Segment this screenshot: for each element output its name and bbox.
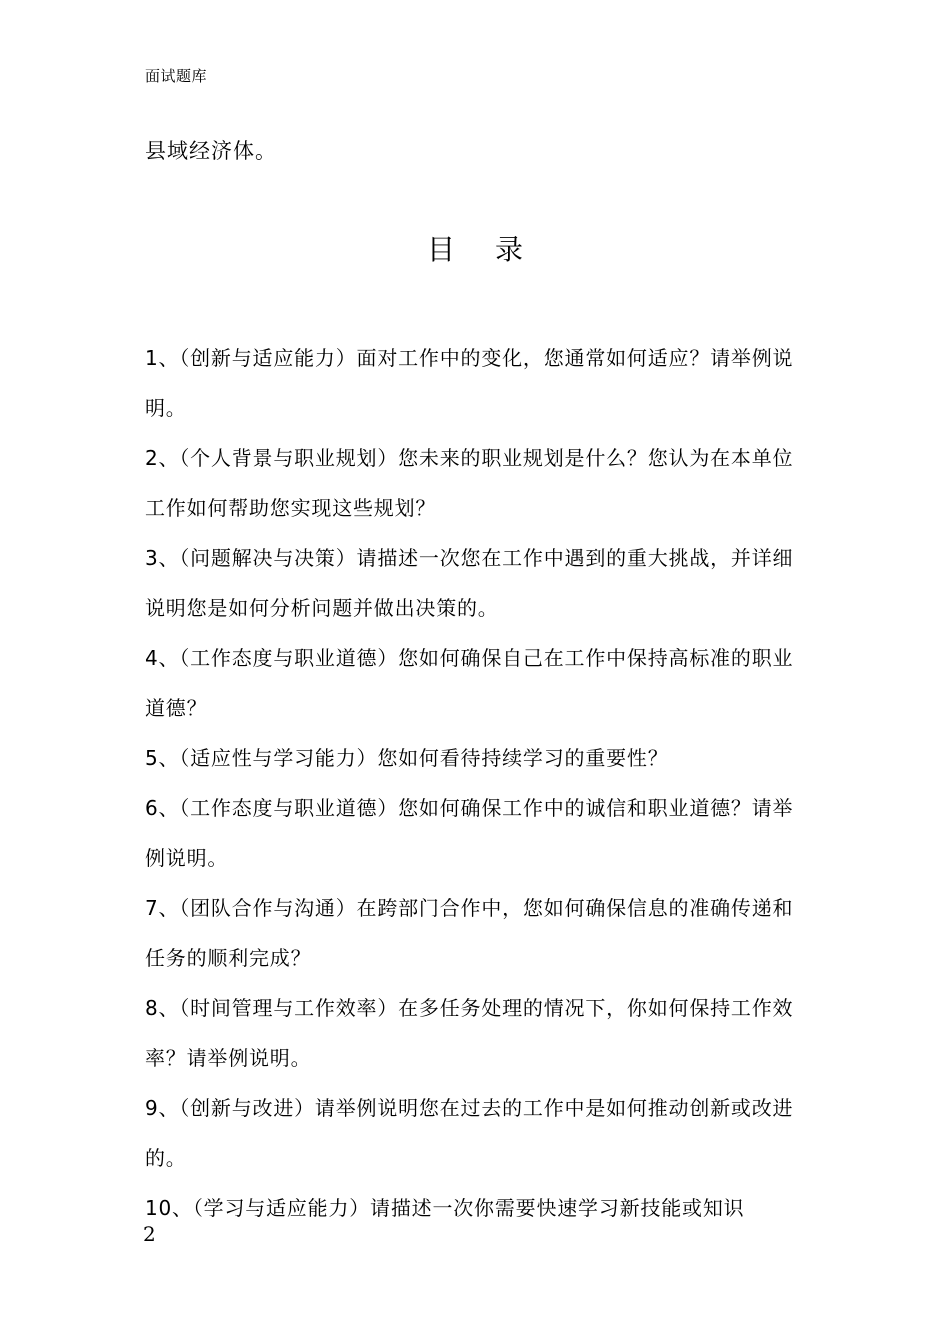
toc-item-2[interactable]: 2、（个人背景与职业规划）您未来的职业规划是什么？您认为在本单位工作如何帮助您实现这些规划？ [145, 446, 794, 520]
toc-item-10[interactable]: 10、（学习与适应能力）请描述一次你需要快速学习新技能或知识 [145, 1196, 745, 1220]
toc-item-9[interactable]: 9、（创新与改进）请举例说明您在过去的工作中是如何推动创新或改进的。 [145, 1096, 794, 1170]
toc-item-3[interactable]: 3、（问题解决与决策）请描述一次您在工作中遇到的重大挑战，并详细说明您是如何分析问题并做出决策的。 [145, 546, 794, 620]
toc-list [145, 333, 810, 1233]
toc-item-1[interactable]: 1、（创新与适应能力）面对工作中的变化，您通常如何适应？请举例说明。 [145, 346, 794, 420]
continuation-text: 县域经济体。 [145, 139, 277, 163]
page-number: 2 [143, 1222, 156, 1246]
toc-item-4[interactable]: 4、（工作态度与职业道德）您如何确保自己在工作中保持高标准的职业道德？ [145, 646, 794, 720]
toc-item-5[interactable]: 5、（适应性与学习能力）您如何看待持续学习的重要性？ [145, 746, 669, 770]
toc-item-6[interactable]: 6、（工作态度与职业道德）您如何确保工作中的诚信和职业道德？请举例说明。 [145, 796, 794, 870]
toc-item-7[interactable]: 7、（团队合作与沟通）在跨部门合作中，您如何确保信息的准确传递和任务的顺利完成？ [145, 896, 794, 970]
toc-title: 目录 [426, 233, 563, 266]
page-header: 面试题库 [145, 67, 208, 85]
toc-item-8[interactable]: 8、（时间管理与工作效率）在多任务处理的情况下，你如何保持工作效率？请举例说明。 [145, 996, 794, 1070]
